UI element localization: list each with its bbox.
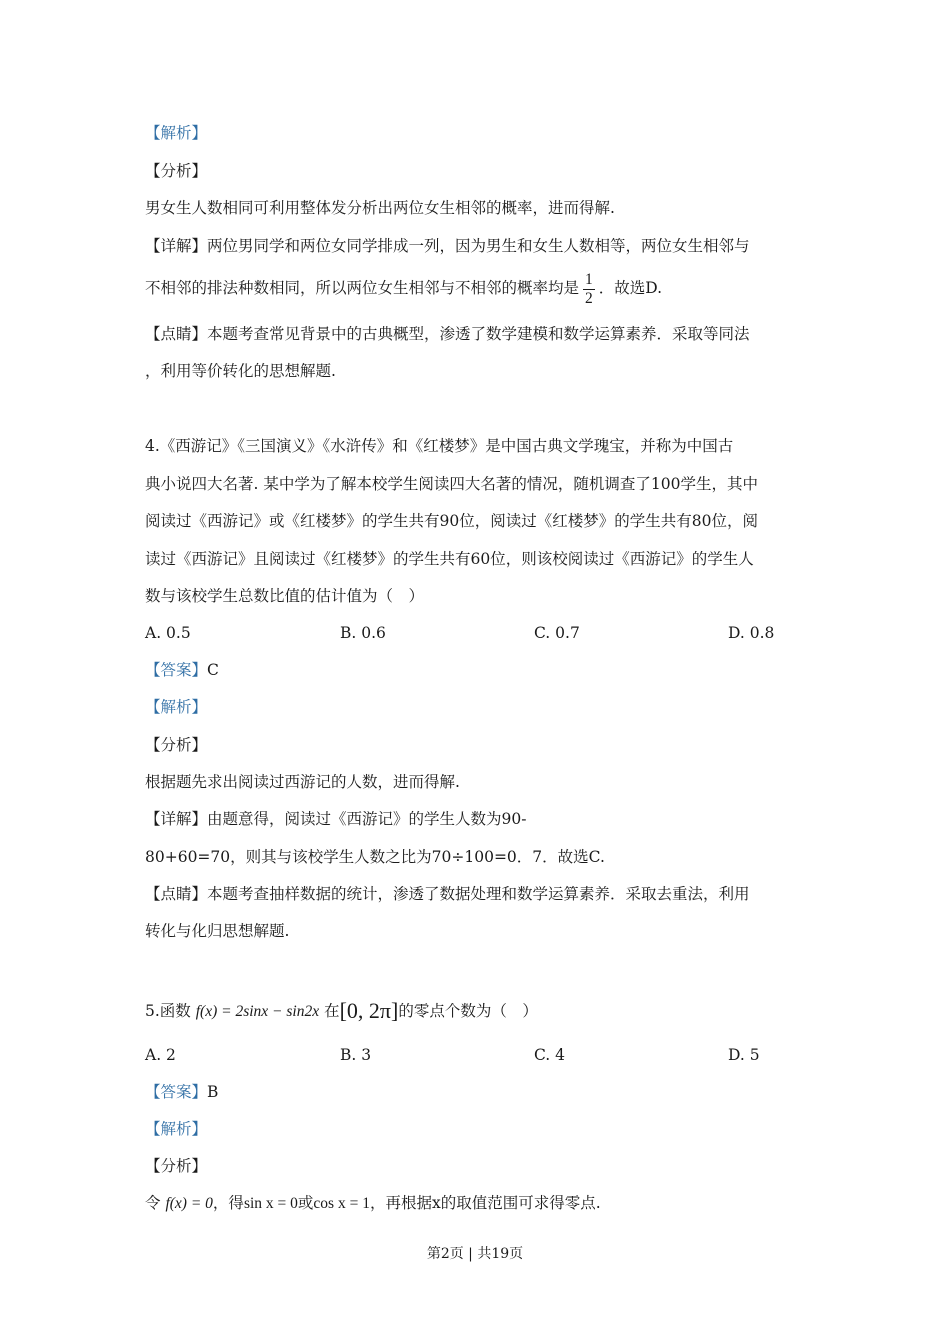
q4-xiangjie-text-2: 80+60=70，则其与该校学生人数之比为70÷100=0．7．故选C. xyxy=(145,848,605,866)
q4-jiexi-label: 【解析】 xyxy=(145,698,208,716)
dianjing-text-1a: 本题考查常见背景中的古典概型，渗透了数学建模和数学运算素养．采取等同法 xyxy=(207,325,750,343)
q4-stem-line-5: 数与该校学生总数比值的估计值为（ ） xyxy=(145,587,425,605)
q5-option-a: A. 2 xyxy=(145,1046,176,1064)
q5-de: ，得 xyxy=(212,1194,244,1212)
q5-suffix: 的零点个数为（ ） xyxy=(398,1002,538,1020)
q4-dianjing-tag: 【点睛】 xyxy=(145,885,208,903)
q4-xiangjie-text-1: 由题意得，阅读过《西游记》的学生人数为90- xyxy=(207,810,527,828)
q4-option-c: C. 0.7 xyxy=(534,624,580,642)
fenxi-text-1: 男女生人数相同可利用整体发分析出两位女生相邻的概率，进而得解. xyxy=(145,199,615,217)
q4-dianjing-text-2: 转化与化归思想解题. xyxy=(145,922,290,940)
q4-stem-line-1: 4.《西游记》《三国演义》《水浒传》和《红楼梦》是中国古典文学瑰宝，并称为中国古 xyxy=(145,437,734,455)
q5-answer-tag: 【答案】 xyxy=(145,1083,208,1101)
q5-ling: 令 xyxy=(145,1194,161,1212)
q4-stem-line-4: 读过《西游记》且阅读过《红楼梦》的学生共有60位，则该校阅读过《西游记》的学生人 xyxy=(145,550,754,568)
jiexi-label-1: 【解析】 xyxy=(145,124,208,142)
q4-stem-line-2: 典小说四大名著. 某中学为了解本校学生阅读四大名著的情况，随机调查了100学生，其中 xyxy=(145,475,758,493)
xiangjie-line-2 xyxy=(145,268,662,308)
q4-option-b: B. 0.6 xyxy=(340,624,386,642)
q4-answer: C xyxy=(207,661,219,679)
fraction-one-half xyxy=(583,271,595,308)
q5-answer-line xyxy=(145,1081,218,1103)
xiangjie-line-1 xyxy=(145,235,750,257)
q5-eq-sin-zero: sin x = 0 xyxy=(243,1195,298,1212)
xiangjie-text-1a: 两位男同学和两位女同学排成一列，因为男生和女生人数相等，两位女生相邻与 xyxy=(207,237,750,255)
q5-option-c: C. 4 xyxy=(534,1046,566,1064)
xiangjie-text-1b: 不相邻的排法种数相同，所以两位女生相邻与不相邻的概率均是 xyxy=(145,279,580,297)
q4-xiangjie-line-1 xyxy=(145,808,526,830)
page-footer: 第2页 | 共19页 xyxy=(426,1246,524,1262)
q4-dianjing-line-1 xyxy=(145,883,750,905)
dianjing-tag-1: 【点睛】 xyxy=(145,325,208,343)
q4-fenxi-label: 【分析】 xyxy=(145,736,208,754)
q4-answer-tag: 【答案】 xyxy=(145,661,208,679)
q4-stem-line-3: 阅读过《西游记》或《红楼梦》的学生共有90位，阅读过《红楼梦》的学生共有80位，阅 xyxy=(145,512,758,530)
q4-option-a: A. 0.5 xyxy=(145,624,191,642)
dianjing-text-1b: ，利用等价转化的思想解题. xyxy=(145,362,336,380)
q5-function: f(x) = 2sinx − sin2x xyxy=(195,1003,320,1020)
q4-answer-line xyxy=(145,659,219,681)
q5-tail: ，再根据x的取值范围可求得零点. xyxy=(369,1194,601,1212)
q4-dianjing-text-1: 本题考查抽样数据的统计，渗透了数据处理和数学运算素养．采取去重法，利用 xyxy=(207,885,750,903)
q5-mid: 在 xyxy=(324,1002,340,1020)
q5-fenxi-line xyxy=(145,1192,601,1215)
q5-prefix: 5.函数 xyxy=(145,1002,191,1020)
q5-option-d: D. 5 xyxy=(728,1046,760,1064)
q5-interval: [0, 2π] xyxy=(339,998,399,1023)
xiangjie-text-1c: ．故选D. xyxy=(598,279,663,297)
q5-stem-line xyxy=(145,1000,538,1023)
q5-jiexi-label: 【解析】 xyxy=(145,1120,208,1138)
q5-fenxi-label: 【分析】 xyxy=(145,1157,208,1175)
fraction-denominator: 2 xyxy=(585,289,593,307)
q4-option-d: D. 0.8 xyxy=(728,624,775,642)
xiangjie-tag-1: 【详解】 xyxy=(145,237,208,255)
q5-option-b: B. 3 xyxy=(340,1046,372,1064)
fenxi-label-1: 【分析】 xyxy=(145,162,208,180)
q4-fenxi-text: 根据题先求出阅读过西游记的人数，进而得解. xyxy=(145,773,460,791)
fraction-numerator: 1 xyxy=(585,270,593,288)
q4-xiangjie-tag: 【详解】 xyxy=(145,810,208,828)
q5-eq-fx-zero: f(x) = 0 xyxy=(165,1195,213,1212)
q5-eq-cos-one: cos x = 1 xyxy=(313,1195,370,1212)
q5-huo: 或 xyxy=(297,1194,314,1212)
q5-answer: B xyxy=(207,1083,219,1101)
dianjing-line-1 xyxy=(145,323,750,345)
